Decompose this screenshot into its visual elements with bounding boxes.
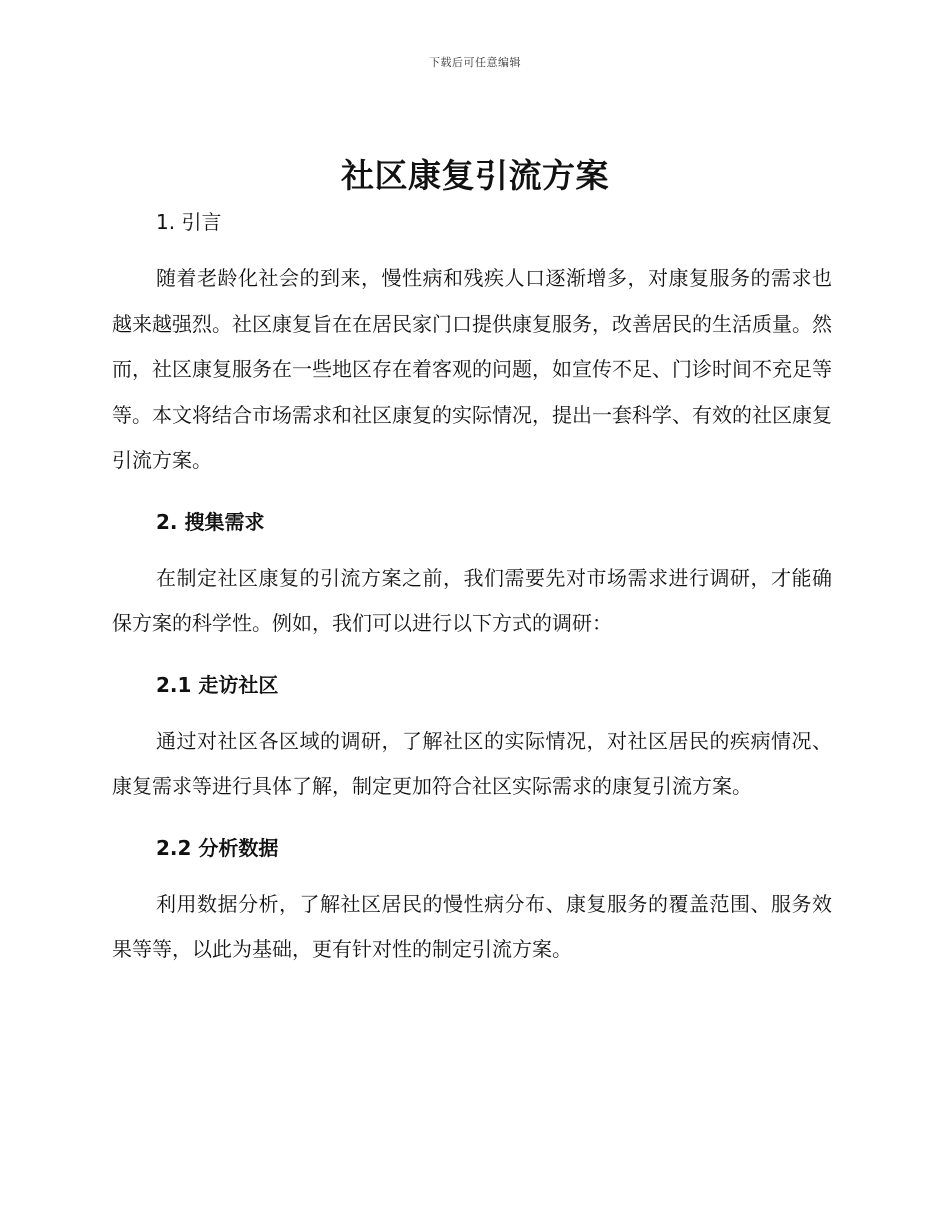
section-paragraph-visit-community: 通过对社区各区域的调研，了解社区的实际情况，对社区居民的疾病情况、康复需求等进行具体了解，制定更加符合社区实际需求的康复引流方案。 bbox=[112, 728, 832, 798]
section-heading-analyze-data: 2.2 分析数据 bbox=[156, 835, 279, 860]
section-paragraph-intro: 随着老龄化社会的到来，慢性病和残疾人口逐渐增多，对康复服务的需求也越来越强烈。社区康复旨在在居民家门口提供康复服务，改善居民的生活质量。然而，社区康复服务在一些地区存在着客观的问题，如宣传不足、门诊时间不充足等等。本文将结合市场需求和社区康复的实际情况，提出一套科学、有效的社区康复引流方案。 bbox=[112, 266, 832, 472]
document-body bbox=[112, 200, 832, 973]
document-title: 社区康复引流方案 bbox=[341, 156, 609, 195]
section-paragraph-collect-needs: 在制定社区康复的引流方案之前，我们需要先对市场需求进行调研，才能确保方案的科学性。例如，我们可以进行以下方式的调研： bbox=[112, 565, 832, 635]
header-note: 下载后可任意编辑 bbox=[429, 56, 521, 69]
section-heading-intro: 1. 引言 bbox=[156, 210, 222, 234]
section-heading-visit-community: 2.1 走访社区 bbox=[156, 672, 279, 697]
section-paragraph-analyze-data: 利用数据分析，了解社区居民的慢性病分布、康复服务的覆盖范围、服务效果等等，以此为基础，更有针对性的制定引流方案。 bbox=[112, 891, 832, 961]
section-heading-collect-needs: 2. 搜集需求 bbox=[156, 509, 265, 534]
